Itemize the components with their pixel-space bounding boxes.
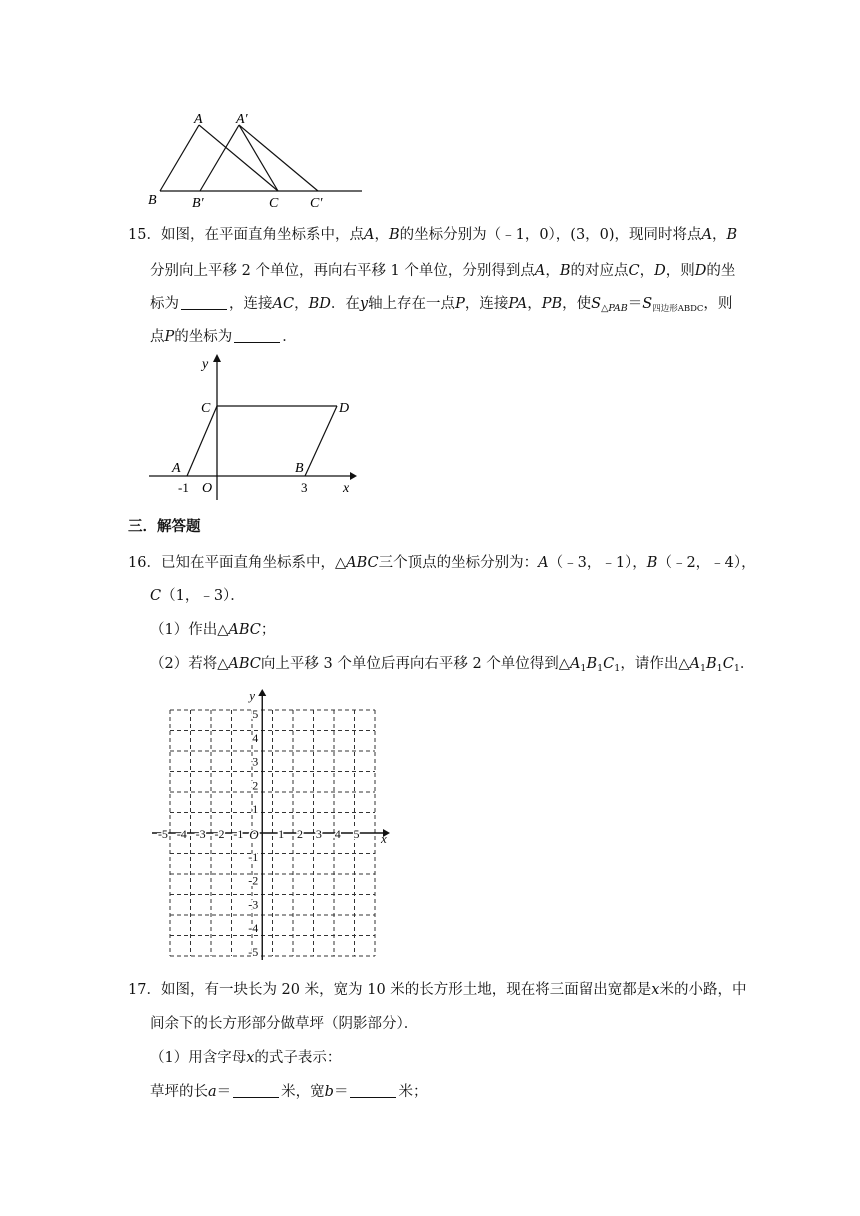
label-A: A xyxy=(194,112,203,127)
q16-line-2: C（1，﹣3）． xyxy=(150,588,245,604)
label-B-prime: B′ xyxy=(192,196,204,211)
x-tick-label: 5 xyxy=(353,827,360,841)
fig15-origin: O xyxy=(202,481,213,496)
q16-subq-1: （1）作出△ABC； xyxy=(150,622,276,638)
label-C-prime: C′ xyxy=(310,196,323,211)
y-tick-label: 3 xyxy=(252,754,259,769)
y-tick-label: 1 xyxy=(252,802,259,817)
x-tick-label: 2 xyxy=(296,827,303,841)
q16-number: 16． xyxy=(128,555,161,571)
q17-subq-1: （1）用含字母x的式子表示： xyxy=(150,1050,342,1066)
y-tick-label: 5 xyxy=(252,707,259,722)
x-tick-label: -4 xyxy=(176,827,187,841)
q17-line-4: 草坪的长a＝ 米，宽b＝ 米； xyxy=(150,1084,428,1100)
coordinate-figure-15 xyxy=(145,352,365,500)
y-tick-label: -3 xyxy=(248,897,259,912)
q17-line-1: 17．如图，有一块长为 20 米，宽为 10 米的长方形土地，现在将三面留出宽都是x米的小路，中 xyxy=(128,982,747,998)
x-tick-label: 4 xyxy=(334,827,341,841)
x-tick-label: -5 xyxy=(157,827,168,841)
fig15-x-label: x xyxy=(343,481,350,496)
x-tick-label: 1 xyxy=(278,827,285,841)
grid-y-label: y xyxy=(249,688,256,703)
x-tick-label: -1 xyxy=(233,827,244,841)
translation-figure xyxy=(140,105,370,213)
q16-line-1: 16．已知在平面直角坐标系中，△ABC三个顶点的坐标分别为：A（﹣3，﹣1），B（﹣2，﹣4）， xyxy=(128,555,756,571)
label-C: C xyxy=(269,196,279,211)
y-tick-label: -1 xyxy=(248,849,259,864)
fig15-y-label: y xyxy=(202,357,209,372)
q15-line-4: 点P的坐标为 ． xyxy=(150,329,297,345)
section-heading: 三．解答题 xyxy=(128,519,201,535)
y-tick-label: -4 xyxy=(248,921,259,936)
q17-number: 17． xyxy=(128,982,161,998)
q15-line-1: 15．如图，在平面直角坐标系中，点A，B的坐标分别为（﹣1，0），(3，0)，现同时将点A，B xyxy=(128,227,738,243)
q16-subq-2: （2）若将△ABC向上平移 3 个单位后再向右平移 2 个单位得到$\triangle A_1B_1C_1$，请作出$\triangle A_1B_1C_1$． xyxy=(150,656,755,674)
fig15-tick-neg1: -1 xyxy=(178,480,189,495)
fig15-label-A: A xyxy=(172,461,181,476)
y-tick-label: -5 xyxy=(248,944,259,959)
y-tick-label: 4 xyxy=(252,730,259,745)
answer-blank-p-coordinate[interactable] xyxy=(234,328,280,343)
q15-line-3: 标为 ，连接AC，BD．在y轴上存在一点P，连接PA，PB，使$S_{\triangle PAB}=S_{四边形ABDC}$，则 xyxy=(150,296,733,314)
q15-line-2: 分别向上平移 2 个单位，再向右平移 1 个单位，分别得到点A，B的对应点C，D，则D的坐 xyxy=(150,263,736,279)
x-tick-label: 3 xyxy=(315,827,322,841)
answer-blank-lawn-length[interactable] xyxy=(233,1083,279,1098)
fig15-label-D: D xyxy=(339,401,350,416)
y-axis-arrow xyxy=(258,689,266,696)
answer-blank-lawn-width[interactable] xyxy=(350,1083,396,1098)
x-tick-label: -2 xyxy=(214,827,225,841)
fig15-label-B: B xyxy=(295,461,304,476)
fig15-label-C: C xyxy=(201,401,211,416)
x-tick-label: -3 xyxy=(195,827,206,841)
coordinate-grid-16[interactable] xyxy=(150,688,395,960)
grid-x-label: x xyxy=(381,831,387,846)
label-A-prime: A′ xyxy=(236,112,248,127)
q17-line-2: 间余下的长方形部分做草坪（阴影部分）． xyxy=(150,1016,419,1032)
y-tick-label: -2 xyxy=(248,873,259,888)
label-B: B xyxy=(148,193,157,208)
q15-number: 15． xyxy=(128,227,161,243)
answer-blank-d-coordinate[interactable] xyxy=(181,295,227,310)
y-tick-label: 2 xyxy=(252,778,259,793)
fig15-tick-3: 3 xyxy=(301,480,308,495)
grid-origin-label: O xyxy=(249,827,259,842)
